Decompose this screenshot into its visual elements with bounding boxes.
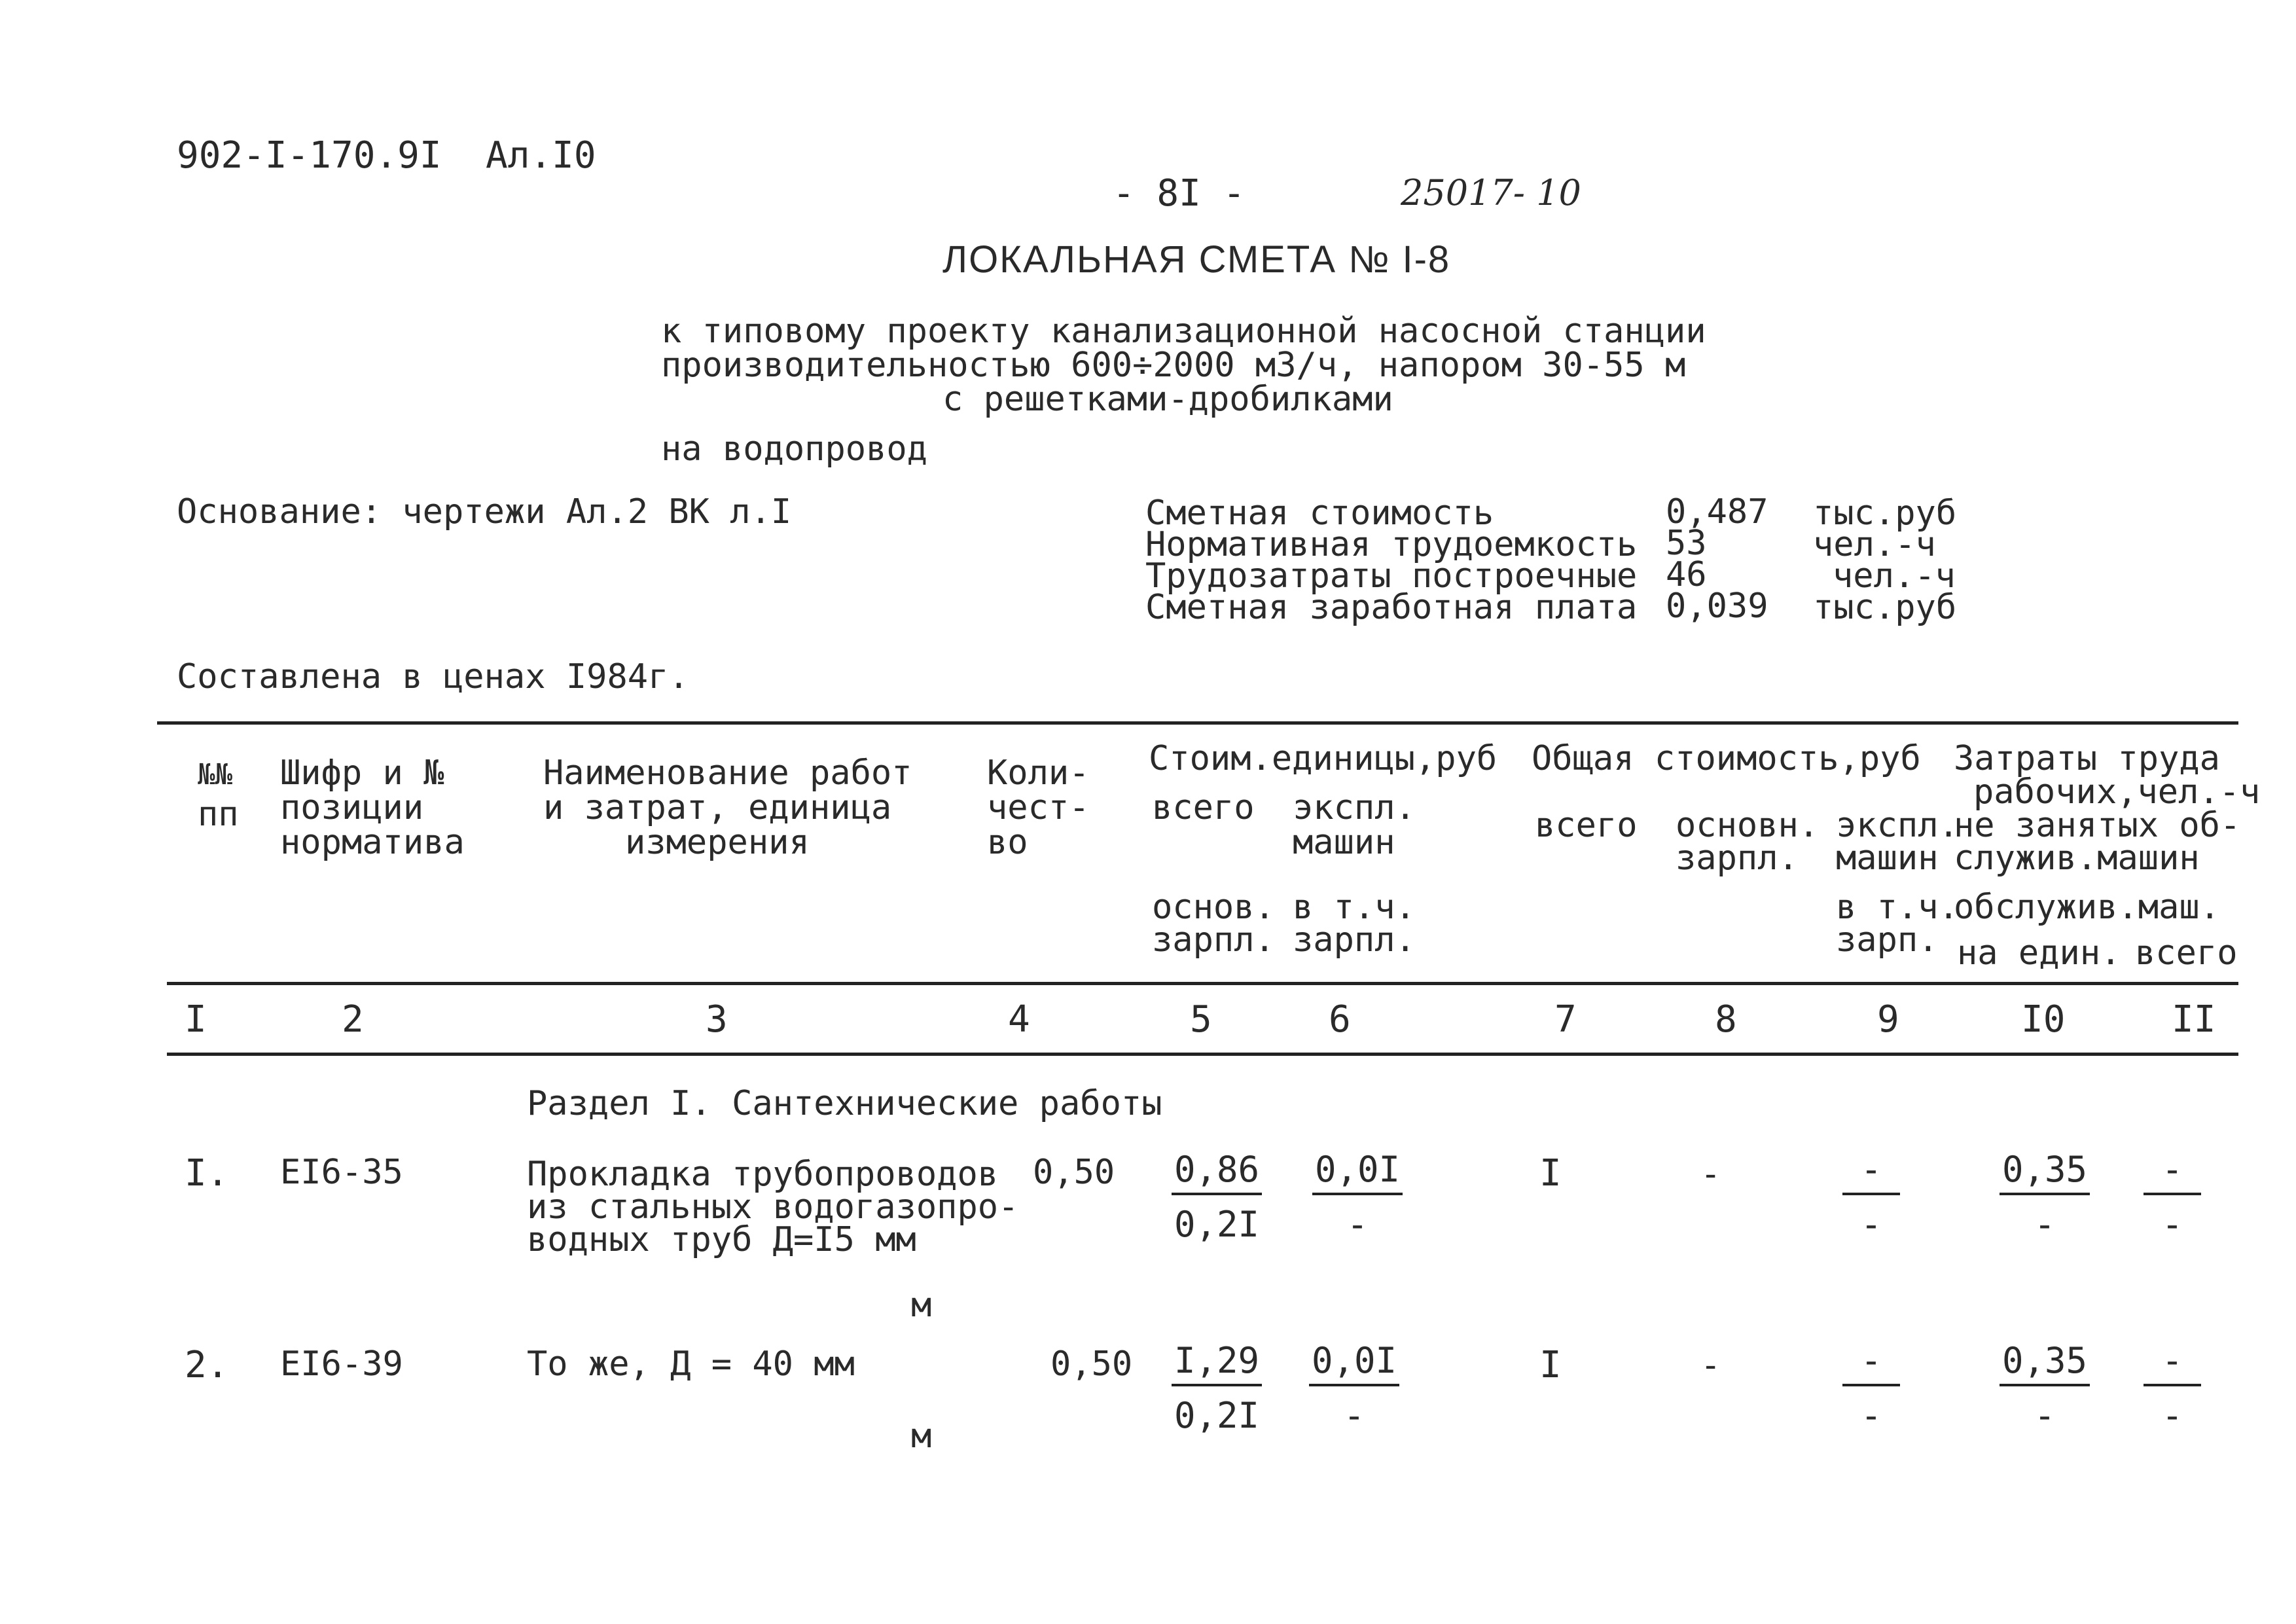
total-machine-wage: - — [1860, 1204, 1882, 1245]
total-machine-cell — [1842, 1340, 1900, 1436]
summary-unit: тыс.руб — [1813, 588, 1957, 627]
header-code: позиции — [280, 788, 424, 827]
header-num: №№ — [198, 758, 232, 791]
header-total-wage: зарпл. — [1676, 839, 1799, 878]
unit-cost-total: I,29 — [1172, 1343, 1262, 1386]
total-machine-cost: - — [1842, 1343, 1900, 1386]
row-name: водных труб Д=I5 мм — [527, 1220, 916, 1259]
labor-per-unit-busy: - — [2034, 1395, 2056, 1436]
title-line-3: с решетками-дробилками — [942, 380, 1393, 419]
summary-label: Трудозатраты построечные — [1145, 556, 1638, 596]
row-name: То же, Д = 40 мм — [527, 1344, 855, 1384]
prices-note: Составлена в ценах I984г. — [177, 657, 689, 696]
unit-cost-wage: 0,2I — [1174, 1204, 1260, 1245]
header-total-machines: машин — [1836, 839, 1939, 878]
row-code: EI6-39 — [280, 1344, 403, 1384]
total-wage: - — [1700, 1155, 1721, 1194]
header-unit-machines: экспл. — [1293, 788, 1416, 827]
row-unit: м — [911, 1416, 932, 1456]
labor-per-unit: 0,35 — [2000, 1152, 2090, 1195]
header-total-machine-wage: в т.ч. — [1836, 888, 1959, 927]
summary-unit: тыс.руб — [1813, 494, 1957, 533]
column-number: 9 — [1877, 998, 1899, 1041]
page-number: - 8I - — [1113, 172, 1246, 215]
header-name: измерения — [625, 823, 810, 862]
header-total-all: всего — [1535, 806, 1638, 845]
summary-label: Сметная стоимость — [1145, 494, 1494, 533]
summary-unit: чел.-ч — [1813, 525, 1936, 564]
column-number: 5 — [1190, 998, 1212, 1041]
header-total-wage: основн. — [1676, 806, 1820, 845]
header-qty: Коли- — [987, 753, 1090, 793]
labor-per-unit: 0,35 — [2000, 1343, 2090, 1386]
total-machine-wage: - — [1860, 1395, 1882, 1436]
unit-machine-wage: - — [1343, 1395, 1365, 1436]
header-labor: Затраты труда — [1954, 739, 2220, 778]
summary-label: Сметная заработная плата — [1145, 588, 1638, 627]
unit-machine-cell — [1309, 1340, 1399, 1436]
summary-value: 0,487 — [1666, 492, 1768, 532]
row-name: из стальных водогазопро- — [527, 1187, 1019, 1227]
unit-cost-cell — [1172, 1149, 1262, 1245]
unit-cost-total: 0,86 — [1172, 1152, 1262, 1195]
header-qty: чест- — [987, 788, 1090, 827]
unit-machine-cost: 0,0I — [1312, 1152, 1403, 1195]
header-total-machines: экспл. — [1836, 806, 1959, 845]
labor-total-busy: - — [2161, 1204, 2183, 1245]
header-unit-total: всего — [1152, 788, 1255, 827]
summary-value: 0,039 — [1666, 586, 1768, 626]
handwritten-code: 25017- 10 — [1401, 172, 1581, 213]
row-quantity: 0,50 — [1050, 1344, 1133, 1384]
summary-value: 46 — [1666, 555, 1707, 594]
summary-value: 53 — [1666, 524, 1707, 563]
title-line-2: производительностью 600÷2000 м3/ч, напором 30-55 м — [661, 346, 1686, 385]
header-unit-cost: Стоим.единицы,руб — [1149, 739, 1498, 778]
row-unit: м — [911, 1286, 932, 1325]
estimate-purpose: на водопровод — [661, 429, 927, 469]
column-number: 4 — [1008, 998, 1030, 1041]
summary-unit: чел.-ч — [1833, 556, 1956, 596]
header-code: нормативa — [280, 823, 465, 862]
unit-machine-cell — [1312, 1149, 1403, 1245]
column-number: 3 — [706, 998, 728, 1041]
column-number: 6 — [1329, 998, 1351, 1041]
header-num: пп — [198, 795, 239, 834]
labor-per-unit-cell — [2000, 1340, 2090, 1436]
column-numbers-rule — [167, 1053, 2238, 1056]
row-quantity: 0,50 — [1033, 1153, 1115, 1192]
labor-total: - — [2144, 1343, 2201, 1386]
total-wage: - — [1700, 1346, 1721, 1385]
header-total-cost: Общая стоимость,руб — [1532, 739, 1921, 778]
unit-cost-cell — [1172, 1340, 1262, 1436]
labor-total-busy: - — [2161, 1395, 2183, 1436]
header-labor-not-busy: служив.машин — [1954, 839, 2200, 878]
document-code: 902-I-170.9I Ал.I0 — [177, 134, 596, 177]
header-labor: рабочих,чел.-ч — [1973, 772, 2261, 812]
title-line-1: к типовому проекту канализационной насосной станции — [661, 312, 1706, 351]
header-code: Шифр и № — [280, 753, 444, 793]
labor-total: - — [2144, 1152, 2201, 1195]
header-qty: во — [987, 823, 1028, 862]
row-number: 2. — [185, 1344, 229, 1386]
header-name: Наименование работ — [543, 753, 912, 793]
header-unit-machine-wage: в т.ч. — [1293, 888, 1416, 927]
column-number: I — [185, 998, 207, 1041]
header-labor-busy: обслужив.маш. — [1954, 888, 2220, 927]
basis-line: Основание: чертежи Ал.2 ВК л.I — [177, 492, 792, 532]
header-total-machine-wage: зарп. — [1836, 920, 1939, 960]
header-name: и затрат, единица — [543, 788, 892, 827]
row-code: EI6-35 — [280, 1153, 403, 1192]
header-bottom-rule — [167, 982, 2238, 985]
unit-cost-wage: 0,2I — [1174, 1395, 1260, 1436]
header-unit-machine-wage: зарпл. — [1293, 920, 1416, 960]
column-number: 8 — [1715, 998, 1737, 1041]
column-number: I0 — [2021, 998, 2066, 1041]
header-labor-not-busy: не занятых об- — [1954, 806, 2241, 845]
total-all: I — [1539, 1152, 1562, 1195]
header-labor-per-unit: на един. — [1957, 933, 2121, 973]
column-number: 7 — [1554, 998, 1577, 1041]
header-labor-all: всего — [2135, 933, 2238, 973]
labor-total-cell — [2144, 1149, 2201, 1245]
header-unit-wage: основ. — [1152, 888, 1275, 927]
total-all: I — [1539, 1344, 1562, 1386]
table-top-rule — [157, 721, 2238, 725]
total-machine-cell — [1842, 1149, 1900, 1245]
column-number: 2 — [342, 998, 364, 1041]
labor-total-cell — [2144, 1340, 2201, 1436]
total-machine-cost: - — [1842, 1152, 1900, 1195]
summary-label: Нормативная трудоемкость — [1145, 525, 1638, 564]
labor-per-unit-busy: - — [2034, 1204, 2056, 1245]
unit-machine-cost: 0,0I — [1309, 1343, 1399, 1386]
column-number: II — [2172, 998, 2216, 1041]
document-title: ЛОКАЛЬНАЯ СМЕТА № I-8 — [942, 238, 1451, 281]
header-unit-wage: зарпл. — [1152, 920, 1275, 960]
unit-machine-wage: - — [1346, 1204, 1369, 1245]
row-number: I. — [185, 1152, 229, 1195]
section-title: Раздел I. Сантехнические работы — [527, 1084, 1162, 1123]
header-unit-machines: машин — [1293, 823, 1395, 862]
row-name: Прокладка трубопроводов — [527, 1155, 999, 1194]
labor-per-unit-cell — [2000, 1149, 2090, 1245]
